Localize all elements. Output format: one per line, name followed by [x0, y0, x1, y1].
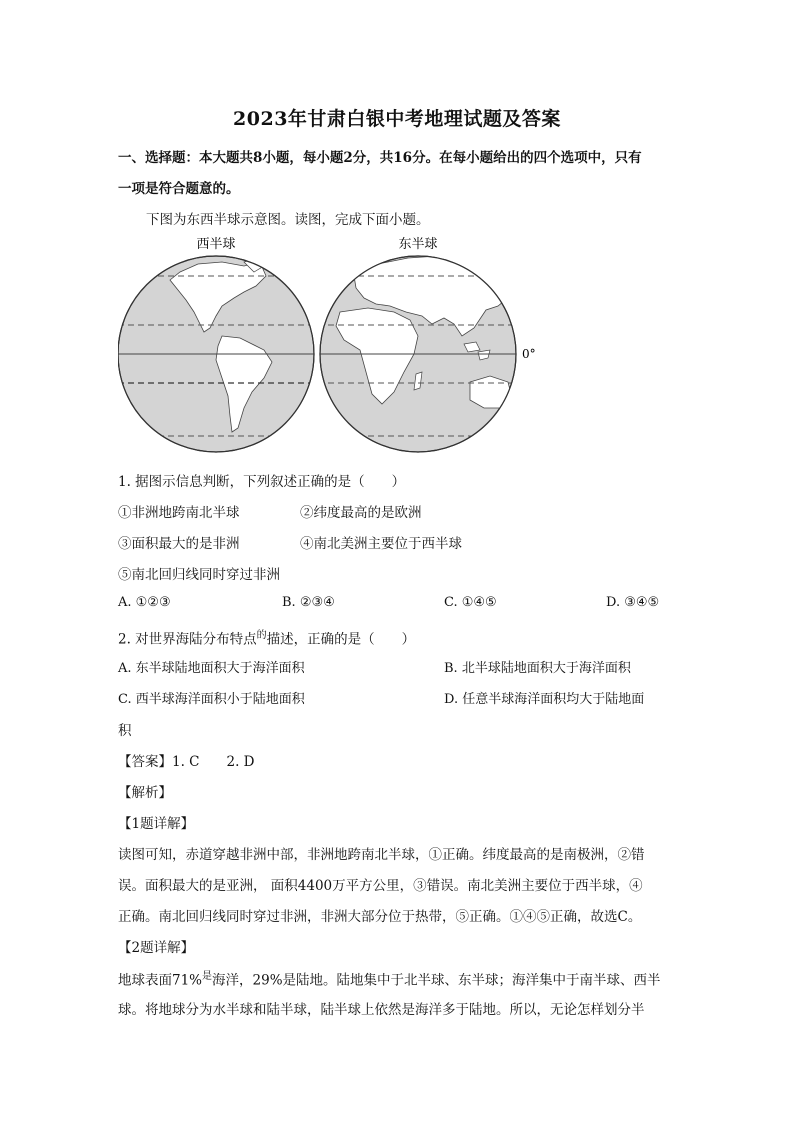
- detail-2-line2: 球。将地球分为水半球和陆半球，陆半球上依然是海洋多于陆地。所以，无论怎样划分半: [118, 1002, 645, 1018]
- detail-2-heading: 【2题详解】: [118, 940, 195, 956]
- east-hemisphere-label: 东半球: [398, 237, 438, 252]
- q1-option-a: A. ①②③: [118, 595, 171, 610]
- detail-1-heading: 【1题详解】: [118, 816, 195, 832]
- analysis-heading: 【解析】: [118, 785, 172, 801]
- q1-statement-5: ⑤南北回归线同时穿过非洲: [118, 567, 280, 583]
- q1-statement-4: ④南北美洲主要位于西半球: [300, 536, 462, 552]
- western-hemisphere: [118, 256, 314, 452]
- answer-line: 【答案】1. C 2. D: [118, 754, 255, 770]
- equator-label: 0°: [522, 347, 536, 361]
- q1-option-b: B. ②③④: [282, 595, 335, 610]
- eastern-hemisphere: [318, 256, 516, 452]
- q1-option-d: D. ③④⑤: [606, 595, 660, 610]
- page-title: 2023年甘肃白银中考地理试题及答案: [233, 108, 561, 130]
- q1-stem: 1. 据图示信息判断，下列叙述正确的是（ ）: [118, 474, 406, 490]
- detail-1-line1: 读图可知，赤道穿越非洲中部，非洲地跨南北半球，①正确。纬度最高的是南极洲，②错: [118, 847, 645, 863]
- detail-2-line1: 地球表面71%$^是$海洋，29%是陆地。陆地集中于北半球、东半球；海洋集中于南半球、西半: [118, 971, 661, 989]
- q2-option-c: C. 西半球海洋面积小于陆地面积: [118, 692, 305, 707]
- q2-option-d-continued: 积: [118, 723, 132, 739]
- q2-option-a: A. 东半球陆地面积大于海洋面积: [118, 661, 305, 676]
- q1-option-c: C. ①④⑤: [444, 595, 497, 610]
- q1-statement-1: ①非洲地跨南北半球: [118, 505, 240, 521]
- section-header-line1: 一、选择题：本大题共8小题，每小题2分，共16分。在每小题给出的四个选项中，只有: [118, 150, 642, 166]
- q2-option-b: B. 北半球陆地面积大于海洋面积: [444, 661, 631, 676]
- hemisphere-map: [118, 232, 558, 464]
- west-hemisphere-label: 西半球: [196, 237, 236, 252]
- intro-text: 下图为东西半球示意图。读图，完成下面小题。: [146, 212, 430, 228]
- q2-option-d: D. 任意半球海洋面积均大于陆地面: [444, 692, 645, 707]
- detail-1-line3: 正确。南北回归线同时穿过非洲，非洲大部分位于热带，⑤正确。①④⑤正确，故选C。: [118, 909, 642, 925]
- q1-statement-2: ②纬度最高的是欧洲: [300, 505, 422, 521]
- q2-stem: 2. 对世界海陆分布特点$^的$描述，正确的是（ ）: [118, 630, 416, 648]
- section-header-line2: 一项是符合题意的。: [118, 181, 240, 197]
- detail-1-line2: 误。面积最大的是亚洲， 面积4400万平方公里，③错误。南北美洲主要位于西半球，④: [118, 878, 643, 894]
- q1-statement-3: ③面积最大的是非洲: [118, 536, 240, 552]
